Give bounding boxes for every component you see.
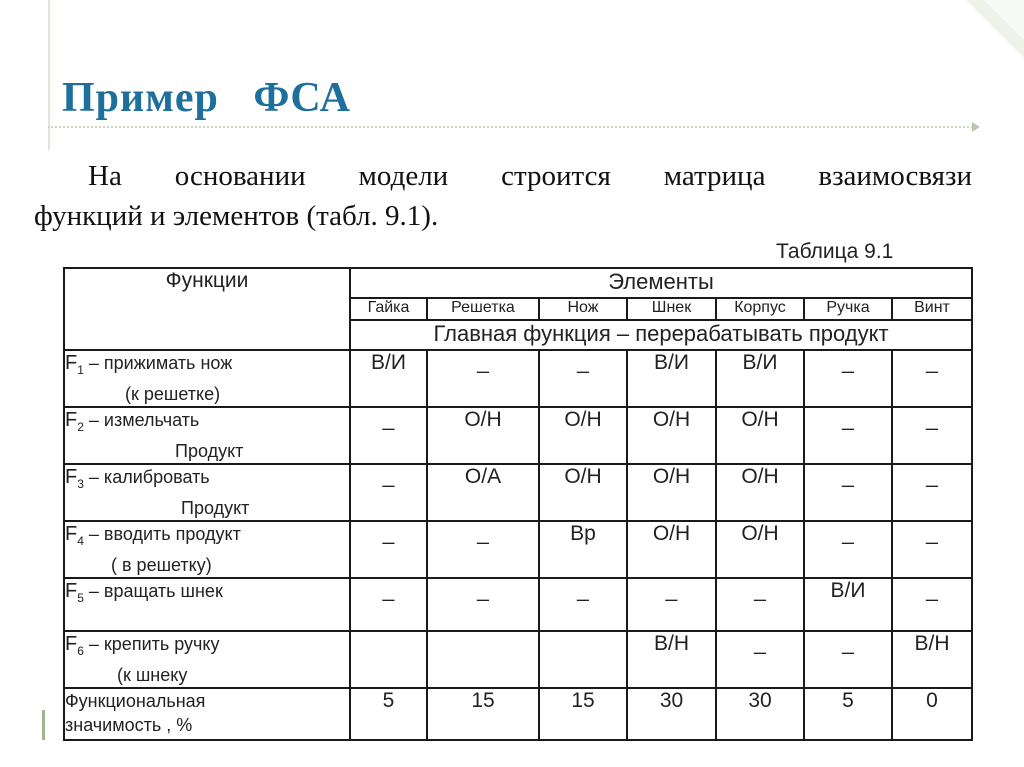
significance-value: 15 xyxy=(427,688,539,740)
matrix-cell: _ xyxy=(627,578,716,631)
function-row xyxy=(64,350,972,407)
function-name-line-1 xyxy=(65,632,349,663)
matrix-cell: _ xyxy=(539,350,627,407)
function-name-line-1 xyxy=(65,351,349,382)
function-name-line-1 xyxy=(65,408,349,439)
function-cell xyxy=(64,464,350,521)
function-name-line-1 xyxy=(65,465,349,496)
matrix-cell: В/И xyxy=(627,350,716,407)
function-symbol: $F_4$ xyxy=(65,523,84,548)
column-header: Шнек xyxy=(627,298,716,320)
function-cell xyxy=(64,521,350,578)
significance-label-line-2: значимость , % xyxy=(65,715,193,735)
column-header: Ручка xyxy=(804,298,892,320)
significance-value: 5 xyxy=(350,688,427,740)
matrix-cell: О/Н xyxy=(716,521,804,578)
matrix-cell: О/Н xyxy=(539,407,627,464)
matrix-cell: Вр xyxy=(539,521,627,578)
function-cell xyxy=(64,407,350,464)
main-function-label: Главная функция – перерабатывать продукт xyxy=(350,320,972,350)
matrix-cell: _ xyxy=(804,464,892,521)
function-name-line-1 xyxy=(65,522,349,553)
matrix-cell: _ xyxy=(804,631,892,688)
matrix-cell: О/Н xyxy=(716,464,804,521)
function-symbol: $F_5$ xyxy=(65,580,84,605)
matrix-cell: _ xyxy=(716,578,804,631)
matrix-cell: _ xyxy=(892,350,972,407)
function-text: – измельчать xyxy=(83,410,200,430)
function-index: 6 xyxy=(77,644,84,658)
column-header: Гайка xyxy=(350,298,427,320)
matrix-cell: _ xyxy=(892,464,972,521)
function-index: 4 xyxy=(77,534,84,548)
significance-value: 15 xyxy=(539,688,627,740)
significance-value: 30 xyxy=(716,688,804,740)
matrix-cell: _ xyxy=(716,631,804,688)
paragraph-line-1: На основании модели строится матрица взаимосвязи xyxy=(88,160,972,192)
function-cell xyxy=(64,350,350,407)
significance-value: 0 xyxy=(892,688,972,740)
column-header: Нож xyxy=(539,298,627,320)
matrix-cell: _ xyxy=(804,407,892,464)
matrix-cell: О/Н xyxy=(716,407,804,464)
decorative-page-corner-inner xyxy=(984,0,1024,40)
column-header: Решетка xyxy=(427,298,539,320)
matrix-cell: _ xyxy=(427,521,539,578)
functions-header: Функции xyxy=(64,268,350,350)
function-index: 3 xyxy=(77,477,84,491)
matrix-cell: _ xyxy=(892,407,972,464)
paragraph-line-2: функций и элементов (табл. 9.1). xyxy=(34,200,439,232)
function-row xyxy=(64,464,972,521)
divider-arrow-cap xyxy=(972,122,980,132)
matrix-cell: _ xyxy=(350,578,427,631)
significance-value: 30 xyxy=(627,688,716,740)
function-name-line-1 xyxy=(65,579,349,610)
slide-title: Пример ФСА xyxy=(62,75,351,121)
function-name-line-2: ( в решетку) xyxy=(111,555,212,575)
matrix-cell: _ xyxy=(427,578,539,631)
title-divider xyxy=(48,126,976,128)
function-name-line-2: Продукт xyxy=(181,498,250,518)
matrix-cell: О/Н xyxy=(627,464,716,521)
matrix-cell: В/И xyxy=(804,578,892,631)
matrix-cell xyxy=(427,631,539,688)
function-index: 2 xyxy=(77,420,84,434)
matrix-cell: В/Н xyxy=(627,631,716,688)
matrix-cell: О/А xyxy=(427,464,539,521)
table-caption: Таблица 9.1 xyxy=(776,240,894,263)
function-element-matrix xyxy=(63,267,973,741)
slide-paragraph xyxy=(34,156,972,236)
function-text: – калибровать xyxy=(83,467,210,487)
matrix-cell: _ xyxy=(892,578,972,631)
matrix-cell: _ xyxy=(427,350,539,407)
matrix-cell xyxy=(350,631,427,688)
significance-label-line-1: Функциональная xyxy=(65,691,206,711)
matrix-cell: В/И xyxy=(350,350,427,407)
significance-value: 5 xyxy=(804,688,892,740)
function-cell xyxy=(64,631,350,688)
function-symbol: $F_1$ xyxy=(65,352,84,377)
function-name-line-2: Продукт xyxy=(175,441,244,461)
matrix-cell: _ xyxy=(539,578,627,631)
function-name-line-2: (к решетке) xyxy=(125,384,221,404)
function-text: – прижимать нож xyxy=(83,353,233,373)
function-index: 1 xyxy=(77,363,84,377)
function-text: – вращать шнек xyxy=(83,581,223,601)
matrix-cell: _ xyxy=(892,521,972,578)
column-header: Корпус xyxy=(716,298,804,320)
matrix-cell: О/Н xyxy=(627,407,716,464)
function-symbol: $F_6$ xyxy=(65,633,84,658)
matrix-cell: В/И xyxy=(716,350,804,407)
function-text: – крепить ручку xyxy=(83,634,220,654)
function-row xyxy=(64,521,972,578)
function-symbol: $F_2$ xyxy=(65,409,84,434)
matrix-cell: _ xyxy=(350,521,427,578)
function-symbol: $F_3$ xyxy=(65,466,84,491)
function-index: 5 xyxy=(77,591,84,605)
function-cell xyxy=(64,578,350,631)
matrix-cell: _ xyxy=(350,407,427,464)
matrix-cell: О/Н xyxy=(627,521,716,578)
matrix-cell: О/Н xyxy=(539,464,627,521)
matrix-cell: О/Н xyxy=(427,407,539,464)
matrix-cell: _ xyxy=(350,464,427,521)
function-name-line-2: (к шнеку xyxy=(117,665,188,685)
matrix-cell xyxy=(539,631,627,688)
function-text: – вводить продукт xyxy=(83,524,241,544)
elements-header: Элементы xyxy=(350,268,972,298)
matrix-cell: _ xyxy=(804,350,892,407)
significance-row xyxy=(64,688,972,740)
matrix-cell: _ xyxy=(804,521,892,578)
column-header: Винт xyxy=(892,298,972,320)
significance-label xyxy=(64,688,350,740)
header-row-elements xyxy=(64,268,972,298)
decorative-side-bar xyxy=(42,710,45,740)
function-row xyxy=(64,407,972,464)
function-row xyxy=(64,631,972,688)
matrix-cell: В/Н xyxy=(892,631,972,688)
function-row xyxy=(64,578,972,631)
